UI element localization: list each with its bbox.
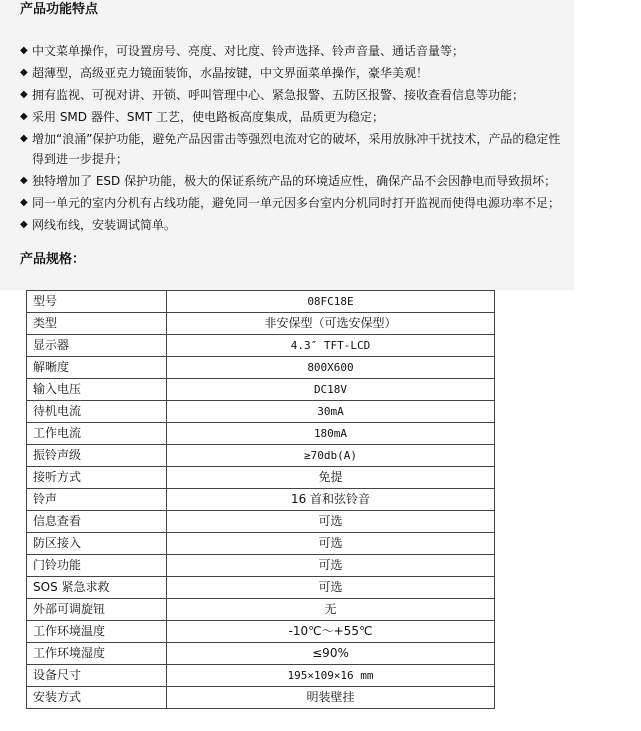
features-title: 产品功能特点 [20, 2, 99, 17]
spec-key: 工作电流 [27, 423, 167, 445]
table-row [27, 621, 495, 643]
spec-key: 类型 [27, 313, 167, 335]
table-row [27, 467, 495, 489]
feature-item: ◆ 中文菜单操作，可设置房号、亮度、对比度、铃声选择、铃声音量、通话音量等； [20, 40, 572, 62]
spec-key: 外部可调旋钮 [27, 599, 167, 621]
spec-key: 振铃声级 [27, 445, 167, 467]
spec-key: 输入电压 [27, 379, 167, 401]
table-row [27, 401, 495, 423]
features-list [20, 40, 572, 236]
spec-value: 无 [167, 599, 495, 621]
table-row [27, 687, 495, 709]
spec-key: 工作环境湿度 [27, 643, 167, 665]
spec-value: -10℃～+55℃ [167, 621, 495, 643]
table-row [27, 643, 495, 665]
spec-key: 显示器 [27, 335, 167, 357]
spec-value: 180mA [167, 423, 495, 445]
feature-item: ◆ 独特增加了 ESD 保护功能，极大的保证系统产品的环境适应性，确保产品不会因静电而导致损坏； [20, 170, 572, 192]
spec-value: 可选 [167, 577, 495, 599]
feature-item: ◆ 超薄型，高级亚克力镜面装饰，水晶按键，中文界面菜单操作，豪华美观！ [20, 62, 572, 84]
spec-key: 信息查看 [27, 511, 167, 533]
table-row [27, 313, 495, 335]
spec-value: 4.3″ TFT-LCD [167, 335, 495, 357]
spec-value: 08FC18E [167, 291, 495, 313]
spec-key: 安装方式 [27, 687, 167, 709]
table-row [27, 291, 495, 313]
feature-item: ◆ 增加“浪涌”保护功能，避免产品因雷击等强烈电流对它的破坏，采用放脉冲干扰技术，产品的稳定性得到进一步提升； [20, 129, 572, 169]
table-row [27, 511, 495, 533]
feature-item: ◆ 拥有监视、可视对讲、开锁、呼叫管理中心、紧急报警、五防区报警、接收查看信息等功能； [20, 84, 572, 106]
spec-key: 设备尺寸 [27, 665, 167, 687]
spec-value: ≤90% [167, 643, 495, 665]
spec-value: 可选 [167, 533, 495, 555]
spec-key: 门铃功能 [27, 555, 167, 577]
table-row [27, 379, 495, 401]
table-row [27, 489, 495, 511]
specs-title: 产品规格： [20, 252, 86, 267]
table-row [27, 599, 495, 621]
feature-item: ◆ 采用 SMD 器件、SMT 工艺，使电路板高度集成，品质更为稳定； [20, 106, 572, 128]
table-row [27, 533, 495, 555]
table-row [27, 423, 495, 445]
table-row [27, 357, 495, 379]
spec-key: SOS 紧急求救 [27, 577, 167, 599]
feature-item: ◆ 同一单元的室内分机有占线功能，避免同一单元因多台室内分机同时打开监视而使得电源功率不足； [20, 192, 572, 214]
spec-value: 免提 [167, 467, 495, 489]
table-row [27, 665, 495, 687]
table-row [27, 335, 495, 357]
spec-value: 800X600 [167, 357, 495, 379]
spec-key: 型号 [27, 291, 167, 313]
spec-value: DC18V [167, 379, 495, 401]
spec-value: 明装壁挂 [167, 687, 495, 709]
spec-key: 防区接入 [27, 533, 167, 555]
spec-key: 解晰度 [27, 357, 167, 379]
spec-value: 30mA [167, 401, 495, 423]
spec-value: 16 首和弦铃音 [167, 489, 495, 511]
spec-key: 待机电流 [27, 401, 167, 423]
spec-key: 铃声 [27, 489, 167, 511]
spec-key: 工作环境温度 [27, 621, 167, 643]
spec-value: 可选 [167, 511, 495, 533]
spec-value: 可选 [167, 555, 495, 577]
specs-table [26, 290, 495, 709]
table-row [27, 445, 495, 467]
spec-value: 非安保型（可选安保型） [167, 313, 495, 335]
feature-item: ◆ 网线布线，安装调试简单。 [20, 214, 572, 236]
spec-key: 接听方式 [27, 467, 167, 489]
table-row [27, 577, 495, 599]
spec-value: ≥70db(A) [167, 445, 495, 467]
table-row [27, 555, 495, 577]
spec-value: 195×109×16 mm [167, 665, 495, 687]
